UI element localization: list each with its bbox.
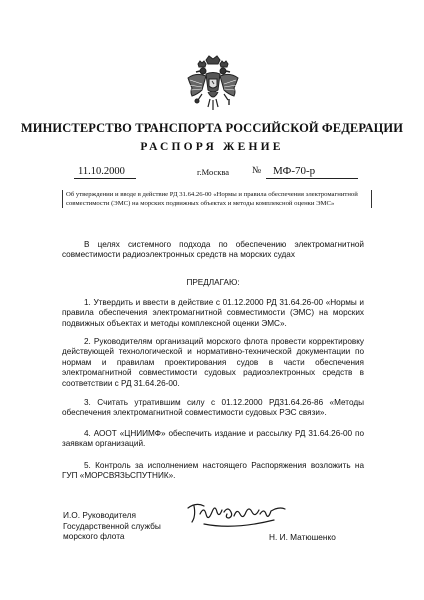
document-city: г.Москва	[197, 167, 230, 177]
signatory-title-line: Государственной службы	[63, 520, 161, 531]
list-item: 4. АООТ «ЦНИИМФ» обеспечить издание и рассылку РД 31.64.26-00 по заявкам организаций.	[62, 429, 364, 449]
number-underline	[266, 178, 358, 179]
signatory-title-line: И.О. Руководителя	[63, 510, 136, 520]
propose-heading: ПРЕДЛАГАЮ:	[186, 278, 240, 287]
document-type: РАСПОРЯ ЖЕНИЕ	[140, 141, 284, 153]
document-number: МФ-70-р	[273, 165, 316, 177]
signatory-title-line: морского флота	[63, 531, 125, 541]
handwritten-signature	[184, 496, 302, 530]
list-item: 3. Считать утратившим силу с 01.12.2000 РД31.64.26-86 «Методы обеспечения электромагнитной совместимости судовых РЭС связи».	[62, 398, 364, 418]
number-label: №	[252, 166, 262, 176]
coat-of-arms-icon	[184, 54, 242, 116]
list-item: 2. Руководителям организаций морского флота провести корректировку действующей технологической и нормативно-технической документации по нормам и правилам проектирования судов в части обеспечения электромагнитной совместимости судовых радиоэлектронных средств в соответствии с РД 31.64.26-00.	[62, 337, 364, 388]
list-item: 5. Контроль за исполнением настоящего Распоряжения возложить на ГУП «МОРСВЯЗЬСПУТНИК».	[62, 461, 364, 481]
approval-subject: Об утверждении и вводе в действие РД 31.64.26-00 «Нормы и правила обеспечения электромагнитной совместимости (ЭМС) на морских подвижных объектах и методы комплексной оценки ЭМС»	[62, 190, 372, 208]
document-date: 11.10.2000	[78, 166, 125, 177]
list-item: 1. Утвердить и ввести в действие с 01.12.2000 РД 31.64.26-00 «Нормы и правила обеспечения электромагнитной совместимости (ЭМС) на морских подвижных объектах и методы комплексной оценки ЭМС».	[62, 298, 364, 328]
preamble-text: В целях системного подхода по обеспечению электромагнитной совместимости радиоэлектронных средств на морских судах	[62, 240, 364, 260]
date-underline	[74, 178, 136, 179]
signatory-title	[63, 510, 161, 542]
signatory-name: Н. И. Матюшенко	[269, 532, 336, 542]
ministry-name: МИНИСТЕРСТВО ТРАНСПОРТА РОССИЙСКОЙ ФЕДЕРАЦИИ	[20, 121, 404, 135]
